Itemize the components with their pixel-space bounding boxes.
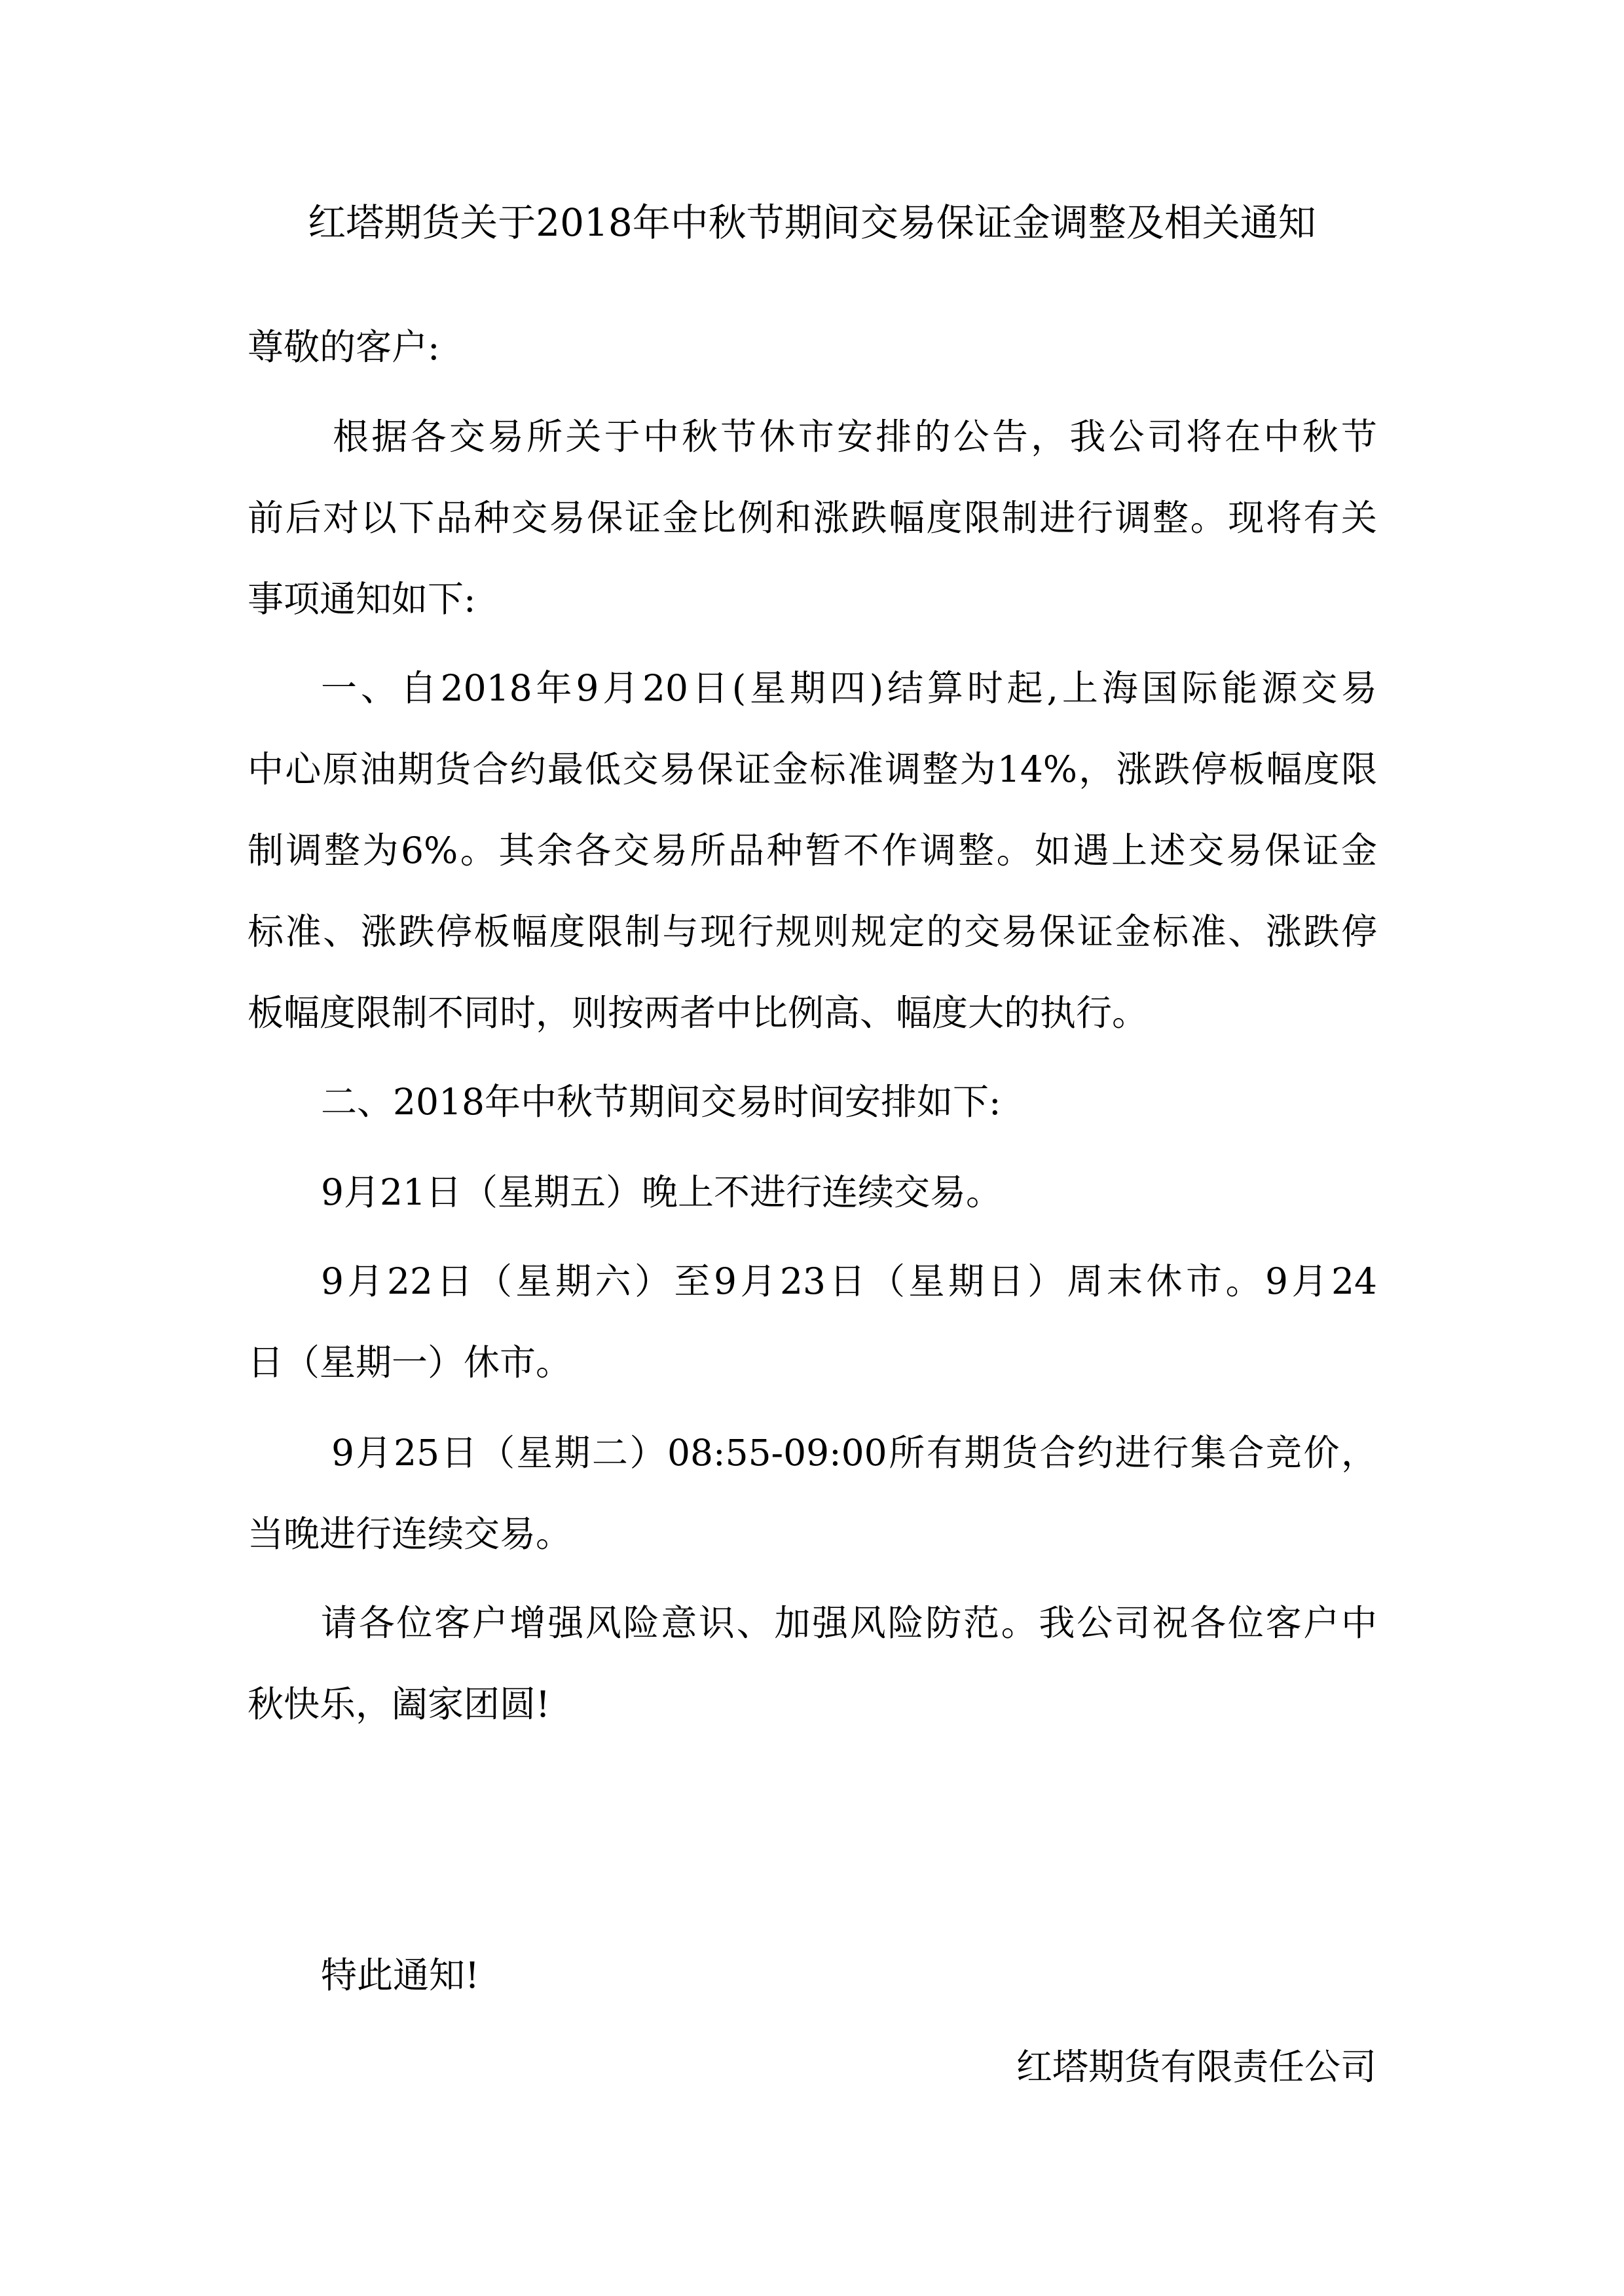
paragraph-4-line-1: 9月21日（星期五）晚上不进行连续交易。 (321, 1171, 1002, 1213)
paragraph-7-line-1: 请各位客户增强风险意识、加强风险防范。我公司祝各位客户中 (321, 1602, 1377, 1644)
paragraph-2-line-5: 板幅度限制不同时，则按两者中比例高、幅度大的执行。 (248, 992, 1149, 1034)
document-title: 红塔期货关于2018年中秋节期间交易保证金调整及相关通知 (308, 200, 1316, 245)
paragraph-3-line-1: 二、2018年中秋节期间交易时间安排如下: (321, 1081, 1001, 1123)
paragraph-5-line-1: 9月22日（星期六）至9月23日（星期日）周末休市。9月24 (321, 1260, 1377, 1302)
paragraph-1-line-3: 事项通知如下: (248, 578, 476, 620)
paragraph-1-line-2: 前后对以下品种交易保证金比例和涨跌幅度限制进行调整。现将有关 (248, 497, 1377, 539)
salutation: 尊敬的客户: (248, 326, 440, 368)
paragraph-2-line-3: 制调整为6%。其余各交易所品种暂不作调整。如遇上述交易保证金 (248, 829, 1377, 871)
paragraph-6-line-1: 9月25日（星期二）08:55-09:00所有期货合约进行集合竞价， (331, 1432, 1377, 1474)
paragraph-5-line-2: 日（星期一）休市。 (248, 1341, 572, 1383)
paragraph-2-line-1: 一、自2018年9月20日(星期四)结算时起,上海国际能源交易 (321, 667, 1377, 709)
company-signature: 红塔期货有限责任公司 (1016, 2046, 1376, 2088)
paragraph-7-line-2: 秋快乐，阖家团圆! (248, 1683, 551, 1725)
paragraph-2-line-2: 中心原油期货合约最低交易保证金标准调整为14%，涨跌停板幅度限 (248, 748, 1377, 790)
paragraph-2-line-4: 标准、涨跌停板幅度限制与现行规则规定的交易保证金标准、涨跌停 (248, 911, 1377, 953)
paragraph-1-line-1: 根据各交易所关于中秋节休市安排的公告，我公司将在中秋节 (333, 416, 1377, 458)
closing-note: 特此通知! (321, 1954, 480, 1996)
paragraph-6-line-2: 当晚进行连续交易。 (248, 1513, 572, 1555)
